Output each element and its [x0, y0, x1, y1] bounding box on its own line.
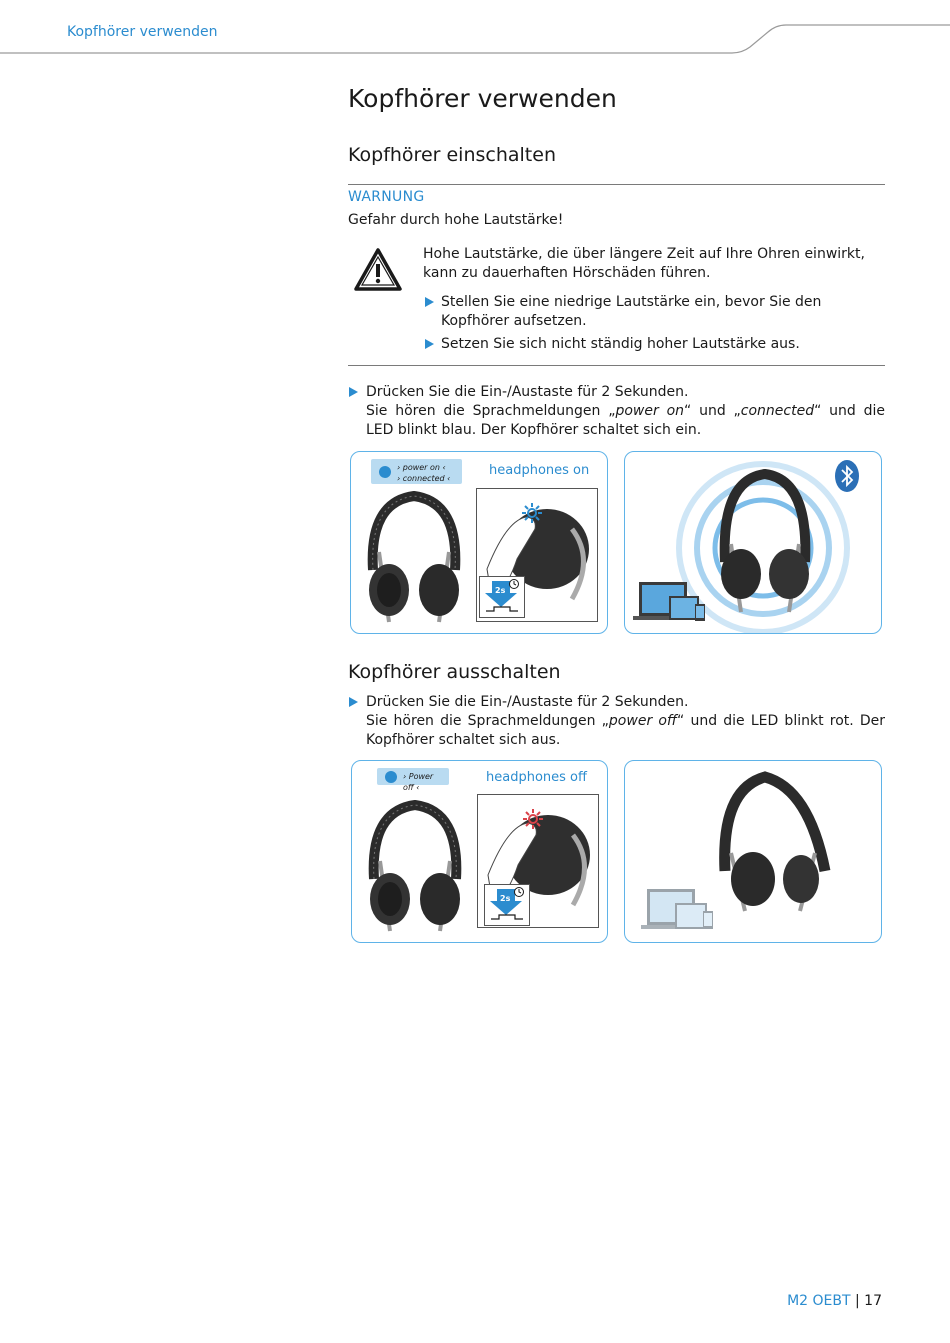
press-duration-label: 2s [495, 586, 506, 595]
footer-separator: | [855, 1293, 860, 1309]
page-footer [787, 1293, 882, 1309]
step-off-text [366, 693, 885, 750]
step-off-post: “ und die LED blinkt rot. Der Kopfhörer schaltet sich aus. [366, 713, 886, 748]
page-number: 17 [864, 1293, 882, 1309]
prompt-power-on: power on [615, 403, 685, 419]
step-on-pre: Sie hören die Sprachmeldungen „ [366, 403, 616, 419]
button-press-inset [476, 488, 598, 622]
step-arrow-icon [349, 697, 358, 707]
warning-body: Hohe Lautstärke, die über längere Zeit auf Ihre Ohren einwirkt, kann zu dauerhaften Hörschäden führen. [423, 246, 865, 281]
footer-product: M2 OEBT [787, 1293, 851, 1309]
step-off-line2 [366, 712, 885, 750]
warning-triangle-icon [353, 247, 403, 292]
running-header: Kopfhörer verwenden [67, 24, 218, 40]
step-on-post: “ und die LED blinkt blau. Der Kopfhörer schaltet sich ein. [366, 403, 885, 438]
step-on-line1: Drücken Sie die Ein-/Austaste für 2 Sekunden. [366, 384, 689, 400]
header-rule [0, 20, 950, 60]
figure-on-right-panel [624, 451, 882, 634]
step-arrow-icon [349, 387, 358, 397]
button-press-inset [477, 794, 599, 928]
figure-off-right-panel [624, 760, 882, 943]
bullet-arrow-icon [425, 339, 434, 349]
voice-prompt-off: › Power off ‹ [403, 772, 434, 792]
warning-title: Gefahr durch hohe Lautstärke! [348, 212, 564, 228]
step-off-pre: Sie hören die Sprachmeldungen „ [366, 713, 609, 729]
voice-prompt-1: › power on ‹ [397, 463, 446, 472]
voice-prompt-box [371, 459, 462, 484]
disconnected-illustration [625, 761, 882, 943]
step-on-mid: “ und „ [684, 403, 741, 419]
figure-off-left-panel [351, 760, 608, 943]
prompt-connected: connected [740, 403, 815, 419]
voice-prompt-box [377, 768, 449, 792]
prompt-power-off: power off [608, 713, 678, 729]
speech-bubble-icon [385, 771, 397, 783]
press-duration-icon [484, 884, 530, 926]
warning-label: WARNUNG [348, 189, 425, 205]
headphones-illustration [360, 791, 470, 941]
press-duration-label: 2s [500, 894, 511, 903]
step-off-line1: Drücken Sie die Ein-/Austaste für 2 Sekunden. [366, 694, 689, 710]
figure-on-left-panel [350, 451, 608, 634]
page-title: Kopfhörer verwenden [348, 84, 617, 113]
connected-illustration [625, 452, 882, 634]
section-heading-off: Kopfhörer ausschalten [348, 661, 561, 683]
headphones-illustration [359, 482, 469, 632]
warning-bullet-1: Stellen Sie eine niedrige Lautstärke ein, bevor Sie den Kopfhörer aufsetzen. [441, 294, 822, 329]
warning-top-rule [348, 184, 885, 185]
step-on-line2 [366, 402, 885, 440]
bullet-arrow-icon [425, 297, 434, 307]
figure-label-off: headphones off [486, 770, 587, 785]
step-on-text [366, 383, 885, 440]
speech-bubble-icon [379, 466, 391, 478]
figure-label-on: headphones on [489, 463, 590, 478]
warning-bottom-rule [348, 365, 885, 366]
press-duration-icon [479, 576, 525, 618]
warning-bullet-2: Setzen Sie sich nicht ständig hoher Lautstärke aus. [441, 336, 800, 352]
section-heading-on: Kopfhörer einschalten [348, 144, 556, 166]
voice-prompt-2: › connected ‹ [397, 474, 451, 483]
